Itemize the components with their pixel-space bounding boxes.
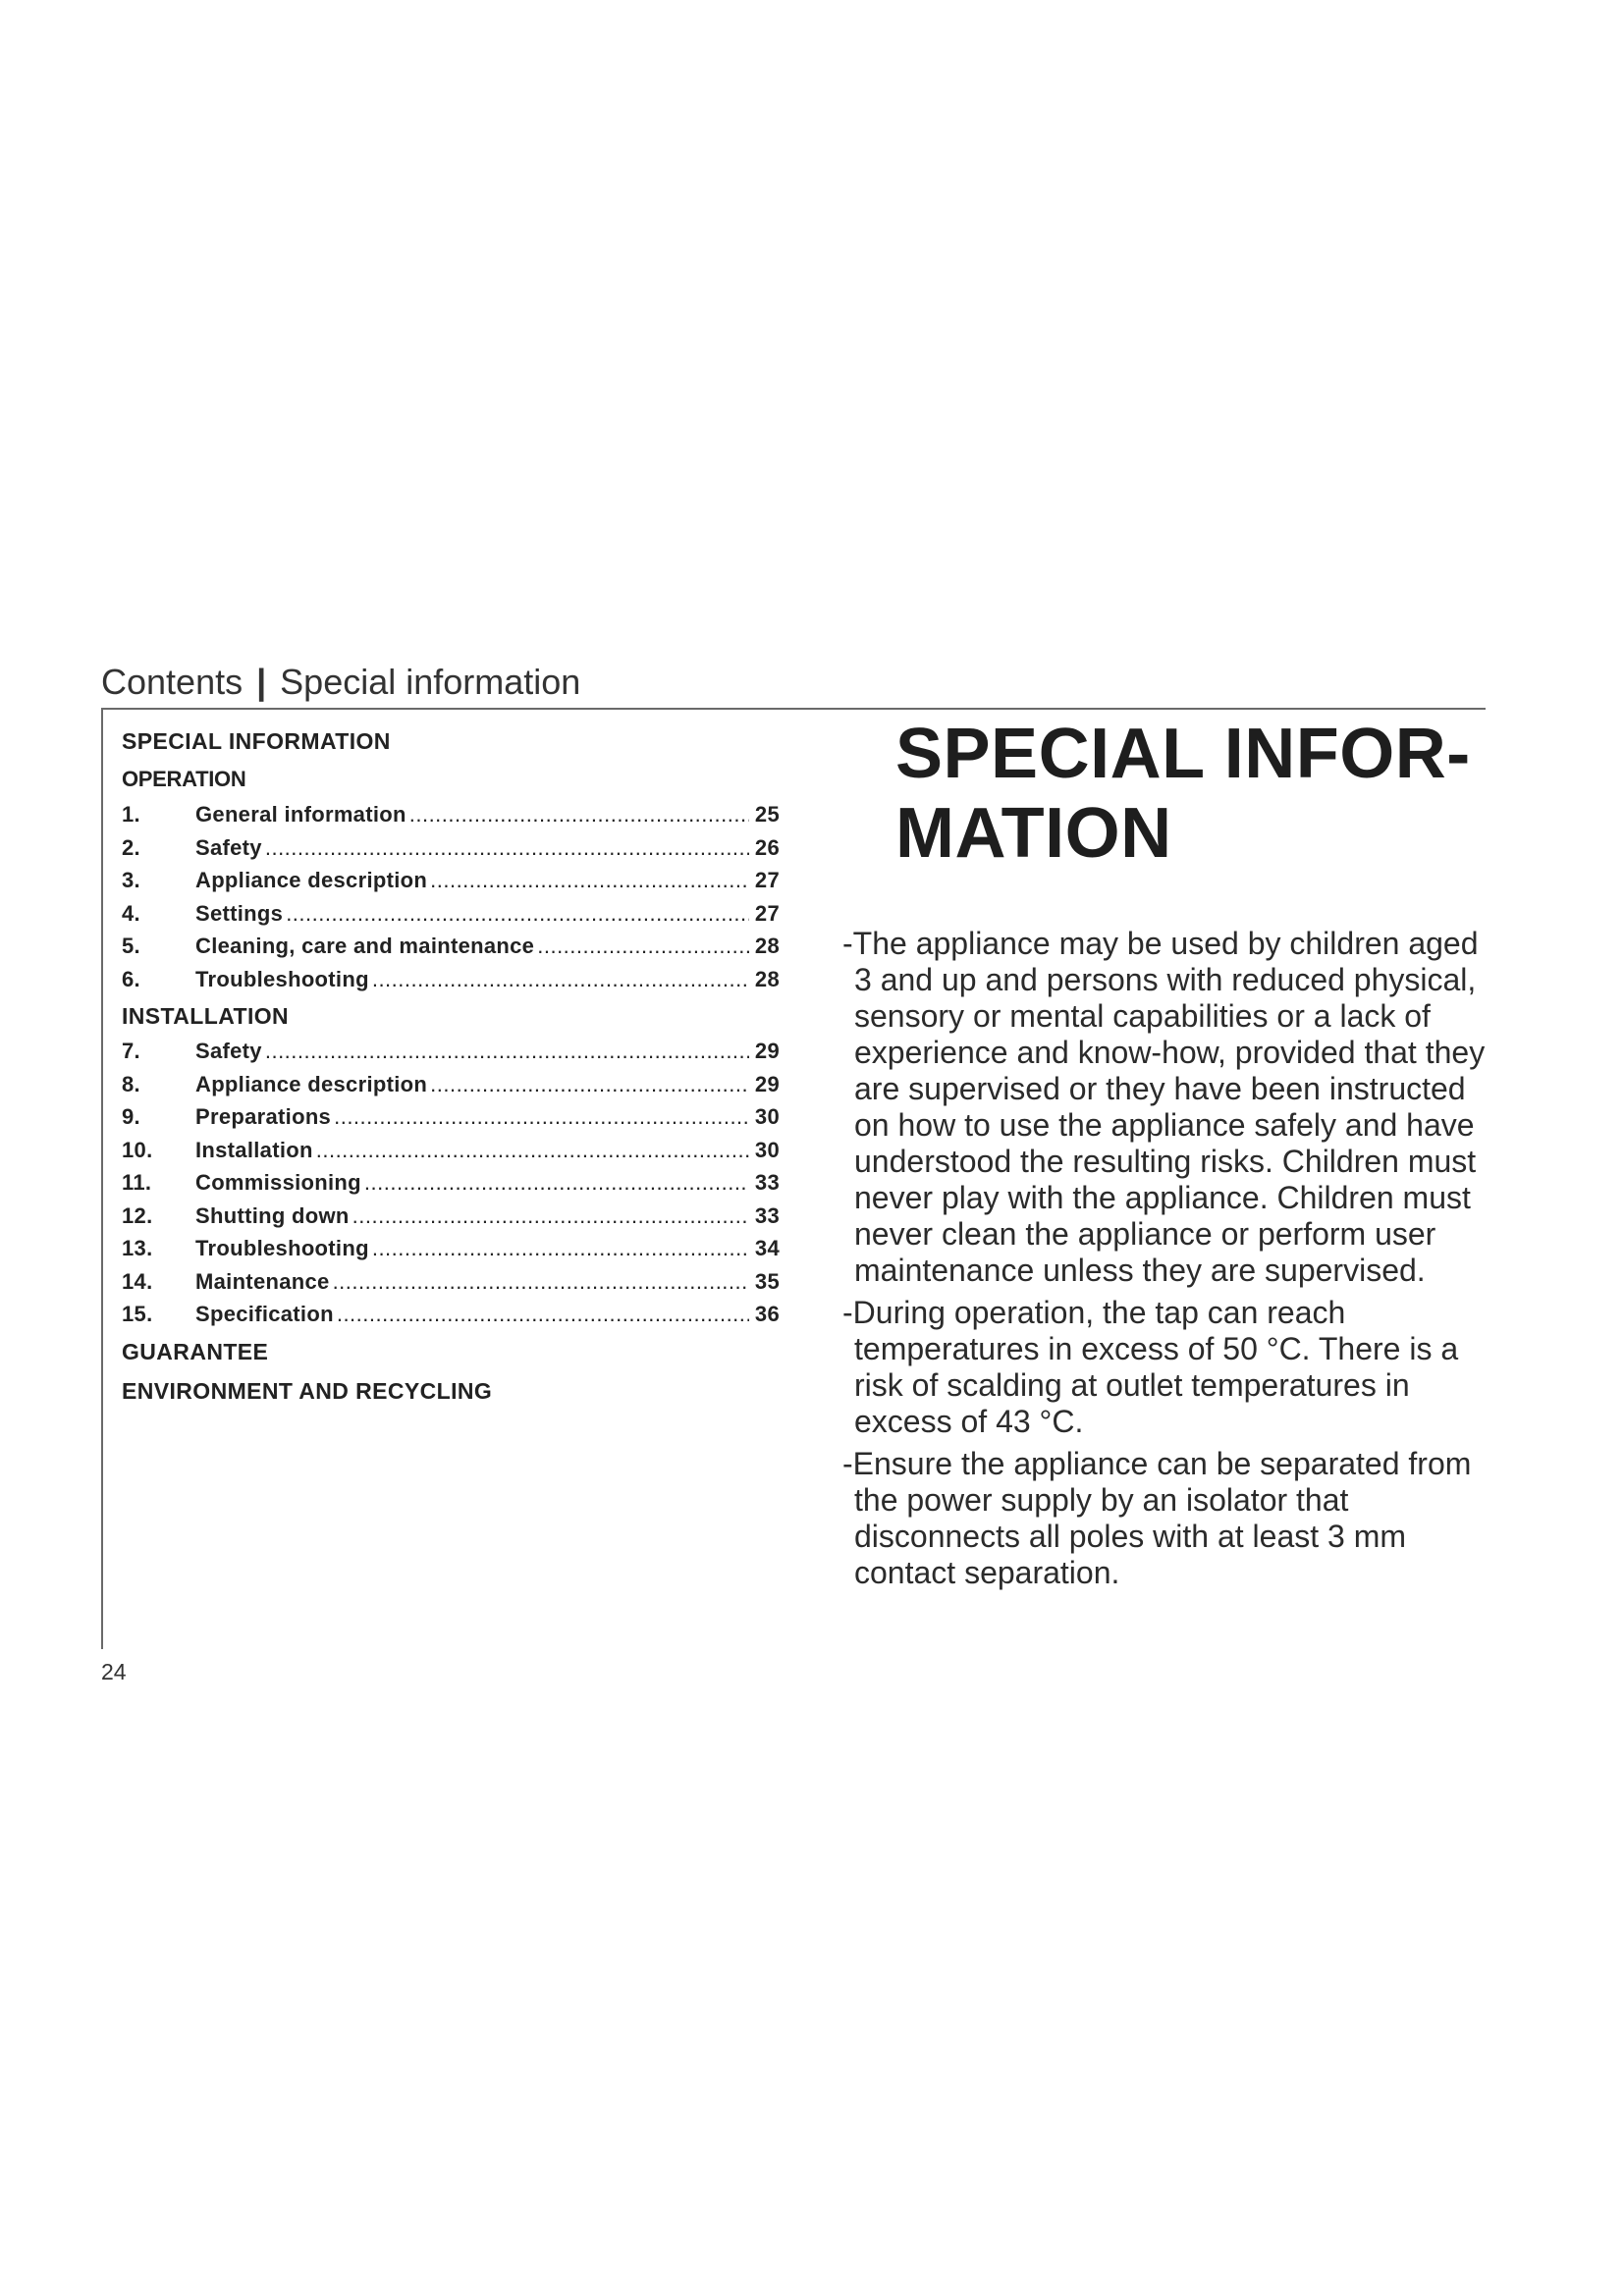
toc-entry-number: 2. <box>122 834 140 860</box>
toc-entry[interactable] <box>122 798 780 831</box>
toc-dot-leader <box>316 1134 749 1167</box>
special-information-body <box>842 926 1490 1597</box>
toc-entry[interactable] <box>122 1134 780 1167</box>
toc-entry-page: 25 <box>754 802 780 827</box>
toc-dot-leader <box>286 897 749 931</box>
safety-paragraph-children: -The appliance may be used by children aged 3 and up and persons with reduced physical, sensory or mental capabilities or a lack of experience and know-how, provided that they are supervised or they have been instructed on how to use the appliance safely and have understood the resulting risks. Children must never play with the appliance. Children must never clean the appliance or perform user maintenance unless they are supervised. <box>842 926 1486 1288</box>
toc-entry-number: 15. <box>122 1302 153 1326</box>
safety-paragraph-isolator: -Ensure the appliance can be separated from the power supply by an isolator that disconnects all poles with at least 3 mm contact separation. <box>842 1446 1472 1590</box>
header-contents-label: Contents <box>101 662 244 702</box>
toc-entry-title: Maintenance <box>195 1268 330 1294</box>
toc-entry-title: Settings <box>195 900 284 926</box>
toc-entry-title: General information <box>195 802 406 827</box>
toc-dot-leader <box>409 798 749 831</box>
toc-entry-title: Appliance description <box>195 868 428 892</box>
toc-entry-page: 28 <box>754 966 780 991</box>
toc-dot-leader <box>430 1068 749 1101</box>
toc-entry-page: 26 <box>754 834 780 860</box>
toc-entry-title: Preparations <box>195 1104 332 1129</box>
toc-entry-title: Specification <box>195 1302 334 1326</box>
safety-paragraph-temperature: -During operation, the tap can reach temperatures in excess of 50 °C. There is a risk of scalding at outlet temperatures in excess of 43 °C. <box>842 1295 1459 1439</box>
toc-entry-number: 9. <box>122 1104 140 1129</box>
toc-entry[interactable] <box>122 831 780 865</box>
toc-entry-title: Cleaning, care and maintenance <box>195 934 535 958</box>
header-rule <box>101 708 1486 710</box>
header-section-label: Special information <box>280 662 581 702</box>
toc-dot-leader <box>364 1166 749 1200</box>
toc-entry-number: 11. <box>122 1170 152 1195</box>
toc-entry-title: Appliance description <box>195 1071 428 1096</box>
table-of-contents <box>122 726 780 1406</box>
toc-entry[interactable] <box>122 1166 780 1200</box>
toc-dot-leader <box>372 1232 749 1265</box>
toc-entry-title: Troubleshooting <box>195 1236 369 1260</box>
toc-entry-page: 30 <box>754 1137 780 1162</box>
toc-entry-page: 33 <box>754 1202 780 1228</box>
toc-dot-leader <box>430 864 749 897</box>
toc-entry-number: 14. <box>122 1268 153 1294</box>
toc-entry[interactable] <box>122 1232 780 1265</box>
toc-dot-leader <box>333 1265 749 1299</box>
toc-entry[interactable] <box>122 1265 780 1299</box>
toc-dot-leader <box>537 930 749 963</box>
toc-entry-number: 12. <box>122 1202 153 1228</box>
toc-dot-leader <box>334 1100 749 1134</box>
toc-entry-title: Troubleshooting <box>195 966 369 991</box>
section-title-line-2: MATION <box>895 794 1172 873</box>
toc-entry-page: 29 <box>754 1039 780 1063</box>
toc-entry[interactable] <box>122 930 780 963</box>
toc-entry-number: 4. <box>122 900 140 926</box>
section-title-line-1: SPECIAL INFOR- <box>895 715 1471 793</box>
toc-entry-page: 30 <box>754 1104 780 1129</box>
toc-dot-leader <box>372 963 749 996</box>
toc-dot-leader <box>265 831 749 865</box>
toc-entry-title: Commissioning <box>195 1170 361 1195</box>
toc-entry[interactable] <box>122 1068 780 1101</box>
toc-entry-number: 1. <box>122 802 140 827</box>
page-number: 24 <box>101 1659 127 1684</box>
toc-entry-number: 6. <box>122 966 140 991</box>
toc-entry-page: 35 <box>754 1268 780 1294</box>
toc-entry[interactable] <box>122 897 780 931</box>
toc-heading-operation[interactable]: OPERATION <box>122 767 246 791</box>
toc-entry-page: 28 <box>754 934 780 958</box>
toc-entry-page: 27 <box>754 868 780 892</box>
toc-entry-number: 5. <box>122 934 140 958</box>
toc-entry[interactable] <box>122 963 780 996</box>
toc-entry[interactable] <box>122 1035 780 1068</box>
toc-heading-environment[interactable]: ENVIRONMENT AND RECYCLING <box>122 1377 493 1404</box>
toc-dot-leader <box>337 1298 749 1331</box>
toc-entry-number: 13. <box>122 1236 153 1260</box>
toc-entry[interactable] <box>122 1200 780 1233</box>
toc-heading-special-information[interactable]: SPECIAL INFORMATION <box>122 728 391 754</box>
page-header <box>101 662 580 703</box>
toc-entry-number: 3. <box>122 868 140 892</box>
section-title <box>895 715 1504 874</box>
left-margin-rule <box>101 709 103 1649</box>
toc-heading-installation[interactable]: INSTALLATION <box>122 1003 290 1029</box>
toc-entry-number: 7. <box>122 1039 140 1063</box>
toc-group-operation <box>122 798 780 995</box>
header-separator: | <box>256 662 267 702</box>
toc-entry-page: 36 <box>754 1302 780 1326</box>
toc-heading-guarantee[interactable]: GUARANTEE <box>122 1338 269 1364</box>
toc-entry-page: 33 <box>754 1170 780 1195</box>
toc-entry-title: Installation <box>195 1137 313 1162</box>
toc-entry-page: 29 <box>754 1071 780 1096</box>
toc-entry-page: 27 <box>754 900 780 926</box>
toc-entry-page: 34 <box>754 1236 780 1260</box>
toc-entry-title: Shutting down <box>195 1202 350 1228</box>
toc-entry-number: 8. <box>122 1071 140 1096</box>
toc-entry-number: 10. <box>122 1137 153 1162</box>
toc-group-installation <box>122 1035 780 1331</box>
toc-entry-title: Safety <box>195 834 262 860</box>
toc-entry-title: Safety <box>195 1039 262 1063</box>
toc-entry[interactable] <box>122 1298 780 1331</box>
toc-dot-leader <box>352 1200 749 1233</box>
toc-entry[interactable] <box>122 1100 780 1134</box>
toc-dot-leader <box>265 1035 749 1068</box>
toc-entry[interactable] <box>122 864 780 897</box>
